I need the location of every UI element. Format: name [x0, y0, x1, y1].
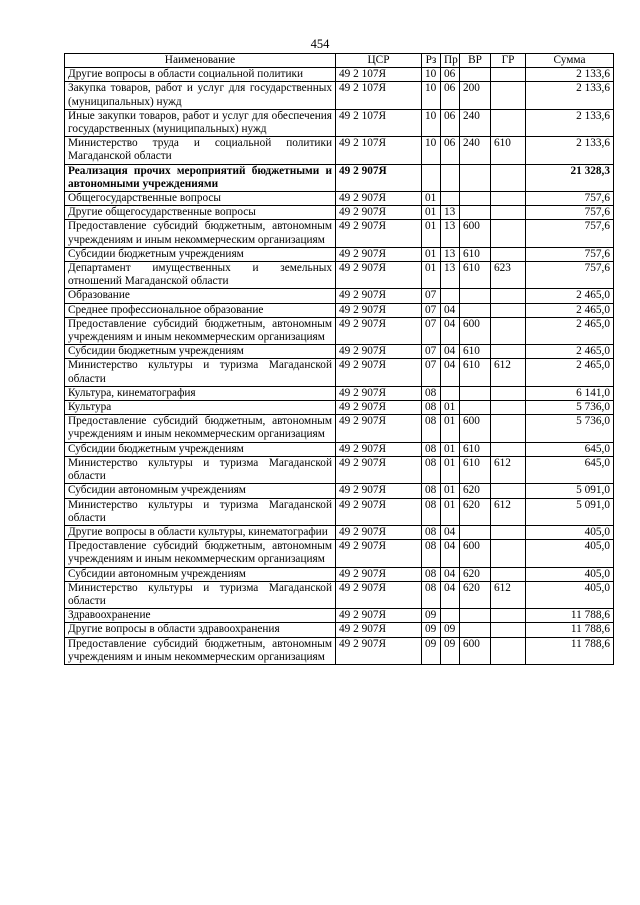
cell-rz: 07 [422, 289, 441, 303]
table-row [65, 247, 614, 261]
cell-rz: 01 [422, 192, 441, 206]
cell-name: Предоставление субсидий бюджетным, автономным учреждениям и иным некоммерческим организациям [65, 317, 336, 344]
cell-csr: 49 2 907Я [336, 401, 422, 415]
cell-csr: 49 2 907Я [336, 415, 422, 442]
table-row [65, 525, 614, 539]
cell-csr: 49 2 907Я [336, 623, 422, 637]
cell-rz: 07 [422, 317, 441, 344]
cell-pr: 09 [441, 637, 460, 664]
cell-csr: 49 2 907Я [336, 386, 422, 400]
cell-sum: 11 788,6 [526, 609, 614, 623]
cell-pr: 06 [441, 109, 460, 136]
cell-pr [441, 609, 460, 623]
cell-pr: 04 [441, 345, 460, 359]
cell-pr [441, 289, 460, 303]
cell-pr: 13 [441, 262, 460, 289]
cell-name: Другие общегосударственные вопросы [65, 206, 336, 220]
cell-pr: 04 [441, 540, 460, 567]
cell-csr: 49 2 907Я [336, 456, 422, 483]
cell-csr: 49 2 907Я [336, 345, 422, 359]
cell-name: Иные закупки товаров, работ и услуг для обеспечения государственных (муниципальных) нужд [65, 109, 336, 136]
cell-sum: 5 091,0 [526, 498, 614, 525]
table-row [65, 289, 614, 303]
cell-vr [460, 289, 491, 303]
cell-gr [491, 386, 526, 400]
cell-gr [491, 289, 526, 303]
cell-name: Культура [65, 401, 336, 415]
table-row [65, 68, 614, 82]
cell-name: Субсидии автономным учреждениям [65, 567, 336, 581]
cell-vr: 240 [460, 137, 491, 164]
cell-rz: 08 [422, 456, 441, 483]
cell-csr: 49 2 907Я [336, 206, 422, 220]
cell-name: Министерство культуры и туризма Магаданской области [65, 498, 336, 525]
cell-name: Реализация прочих мероприятий бюджетными и автономными учреждениями [65, 164, 336, 191]
table-row [65, 609, 614, 623]
cell-rz: 10 [422, 82, 441, 109]
cell-rz: 01 [422, 247, 441, 261]
cell-gr [491, 540, 526, 567]
cell-rz: 08 [422, 581, 441, 608]
table-row [65, 386, 614, 400]
cell-csr: 49 2 907Я [336, 442, 422, 456]
cell-pr: 01 [441, 442, 460, 456]
cell-csr: 49 2 107Я [336, 82, 422, 109]
cell-pr: 06 [441, 82, 460, 109]
cell-gr [491, 247, 526, 261]
cell-gr [491, 82, 526, 109]
cell-sum: 2 133,6 [526, 82, 614, 109]
cell-vr: 610 [460, 345, 491, 359]
cell-rz: 09 [422, 637, 441, 664]
table-row [65, 498, 614, 525]
table-row [65, 262, 614, 289]
cell-rz: 09 [422, 623, 441, 637]
cell-sum: 2 465,0 [526, 317, 614, 344]
header-rz: Рз [422, 54, 441, 68]
cell-csr: 49 2 907Я [336, 637, 422, 664]
cell-vr: 600 [460, 220, 491, 247]
header-gr: ГР [491, 54, 526, 68]
cell-vr [460, 401, 491, 415]
cell-csr: 49 2 907Я [336, 359, 422, 386]
cell-vr: 600 [460, 540, 491, 567]
cell-vr: 610 [460, 359, 491, 386]
cell-name: Общегосударственные вопросы [65, 192, 336, 206]
cell-rz: 08 [422, 567, 441, 581]
cell-gr [491, 525, 526, 539]
cell-name: Министерство культуры и туризма Магаданской области [65, 456, 336, 483]
cell-csr: 49 2 907Я [336, 525, 422, 539]
cell-csr: 49 2 907Я [336, 484, 422, 498]
cell-pr: 01 [441, 456, 460, 483]
cell-csr: 49 2 907Я [336, 609, 422, 623]
table-row [65, 581, 614, 608]
cell-pr: 13 [441, 247, 460, 261]
table-row [65, 415, 614, 442]
cell-csr: 49 2 907Я [336, 247, 422, 261]
table-row [65, 623, 614, 637]
cell-vr: 620 [460, 498, 491, 525]
cell-csr: 49 2 907Я [336, 164, 422, 191]
cell-gr [491, 109, 526, 136]
cell-vr: 610 [460, 262, 491, 289]
cell-vr [460, 525, 491, 539]
cell-pr: 04 [441, 303, 460, 317]
cell-name: Предоставление субсидий бюджетным, автономным учреждениям и иным некоммерческим организациям [65, 637, 336, 664]
cell-gr: 612 [491, 456, 526, 483]
cell-name: Предоставление субсидий бюджетным, автономным учреждениям и иным некоммерческим организациям [65, 220, 336, 247]
cell-csr: 49 2 107Я [336, 137, 422, 164]
cell-csr: 49 2 907Я [336, 303, 422, 317]
cell-name: Субсидии бюджетным учреждениям [65, 247, 336, 261]
cell-csr: 49 2 107Я [336, 68, 422, 82]
cell-sum: 2 465,0 [526, 289, 614, 303]
cell-pr [441, 386, 460, 400]
cell-sum: 757,6 [526, 220, 614, 247]
cell-gr [491, 567, 526, 581]
cell-rz: 07 [422, 359, 441, 386]
cell-rz: 01 [422, 206, 441, 220]
cell-gr [491, 609, 526, 623]
cell-vr [460, 303, 491, 317]
header-name: Наименование [65, 54, 336, 68]
cell-vr [460, 192, 491, 206]
cell-csr: 49 2 907Я [336, 540, 422, 567]
cell-name: Другие вопросы в области культуры, кинематографии [65, 525, 336, 539]
cell-gr [491, 623, 526, 637]
table-header-row [65, 54, 614, 68]
cell-name: Культура, кинематография [65, 386, 336, 400]
cell-csr: 49 2 907Я [336, 567, 422, 581]
table-row [65, 456, 614, 483]
cell-vr [460, 609, 491, 623]
cell-sum: 2 133,6 [526, 137, 614, 164]
cell-gr [491, 206, 526, 220]
table-row [65, 164, 614, 191]
cell-name: Министерство культуры и туризма Магаданской области [65, 581, 336, 608]
cell-pr: 01 [441, 484, 460, 498]
cell-pr: 13 [441, 220, 460, 247]
table-row [65, 220, 614, 247]
cell-pr: 01 [441, 415, 460, 442]
cell-pr: 13 [441, 206, 460, 220]
cell-rz [422, 164, 441, 191]
cell-name: Среднее профессиональное образование [65, 303, 336, 317]
cell-gr: 623 [491, 262, 526, 289]
cell-csr: 49 2 907Я [336, 581, 422, 608]
table-row [65, 206, 614, 220]
cell-gr [491, 220, 526, 247]
cell-sum: 11 788,6 [526, 623, 614, 637]
cell-name: Субсидии бюджетным учреждениям [65, 345, 336, 359]
cell-sum: 2 465,0 [526, 359, 614, 386]
cell-csr: 49 2 907Я [336, 498, 422, 525]
cell-sum: 5 736,0 [526, 401, 614, 415]
cell-name: Субсидии автономным учреждениям [65, 484, 336, 498]
cell-vr [460, 386, 491, 400]
cell-sum: 5 091,0 [526, 484, 614, 498]
cell-vr [460, 206, 491, 220]
cell-name: Предоставление субсидий бюджетным, автономным учреждениям и иным некоммерческим организациям [65, 540, 336, 567]
cell-sum: 2 133,6 [526, 109, 614, 136]
cell-vr: 620 [460, 567, 491, 581]
cell-sum: 6 141,0 [526, 386, 614, 400]
cell-vr: 610 [460, 442, 491, 456]
table-row [65, 401, 614, 415]
cell-gr [491, 401, 526, 415]
cell-rz: 10 [422, 68, 441, 82]
cell-rz: 01 [422, 220, 441, 247]
cell-csr: 49 2 107Я [336, 109, 422, 136]
cell-vr: 200 [460, 82, 491, 109]
table-row [65, 303, 614, 317]
cell-rz: 10 [422, 109, 441, 136]
cell-name: Другие вопросы в области здравоохранения [65, 623, 336, 637]
cell-vr [460, 623, 491, 637]
cell-sum: 645,0 [526, 456, 614, 483]
cell-sum: 757,6 [526, 206, 614, 220]
cell-sum: 757,6 [526, 262, 614, 289]
header-vr: ВР [460, 54, 491, 68]
cell-pr: 04 [441, 581, 460, 608]
table-row [65, 345, 614, 359]
cell-sum: 645,0 [526, 442, 614, 456]
cell-gr [491, 345, 526, 359]
cell-pr: 06 [441, 137, 460, 164]
cell-name: Субсидии бюджетным учреждениям [65, 442, 336, 456]
cell-gr: 612 [491, 581, 526, 608]
cell-rz: 01 [422, 262, 441, 289]
cell-sum: 2 133,6 [526, 68, 614, 82]
cell-sum: 405,0 [526, 567, 614, 581]
cell-rz: 08 [422, 401, 441, 415]
cell-gr: 610 [491, 137, 526, 164]
cell-pr [441, 164, 460, 191]
cell-pr: 04 [441, 359, 460, 386]
cell-rz: 09 [422, 609, 441, 623]
cell-pr [441, 192, 460, 206]
cell-vr: 610 [460, 247, 491, 261]
table-row [65, 192, 614, 206]
cell-sum: 11 788,6 [526, 637, 614, 664]
cell-gr [491, 317, 526, 344]
cell-rz: 08 [422, 498, 441, 525]
cell-pr: 04 [441, 567, 460, 581]
cell-gr [491, 415, 526, 442]
cell-csr: 49 2 907Я [336, 192, 422, 206]
table-row [65, 109, 614, 136]
cell-pr: 09 [441, 623, 460, 637]
cell-sum: 405,0 [526, 525, 614, 539]
cell-gr: 612 [491, 498, 526, 525]
cell-rz: 07 [422, 303, 441, 317]
cell-name: Министерство культуры и туризма Магаданской области [65, 359, 336, 386]
cell-pr: 06 [441, 68, 460, 82]
cell-csr: 49 2 907Я [336, 262, 422, 289]
table-row [65, 540, 614, 567]
cell-name: Министерство труда и социальной политики Магаданской области [65, 137, 336, 164]
cell-vr: 600 [460, 415, 491, 442]
table-row [65, 82, 614, 109]
page-number: 454 [310, 37, 330, 51]
cell-vr: 620 [460, 581, 491, 608]
cell-name: Другие вопросы в области социальной политики [65, 68, 336, 82]
cell-vr: 600 [460, 637, 491, 664]
cell-gr [491, 68, 526, 82]
cell-sum: 405,0 [526, 581, 614, 608]
cell-gr [491, 484, 526, 498]
cell-rz: 08 [422, 415, 441, 442]
cell-rz: 08 [422, 442, 441, 456]
cell-gr [491, 192, 526, 206]
cell-sum: 2 465,0 [526, 345, 614, 359]
cell-vr: 610 [460, 456, 491, 483]
table-row [65, 637, 614, 664]
cell-pr: 04 [441, 317, 460, 344]
cell-csr: 49 2 907Я [336, 220, 422, 247]
table-row [65, 137, 614, 164]
cell-rz: 08 [422, 484, 441, 498]
cell-rz: 08 [422, 386, 441, 400]
cell-csr: 49 2 907Я [336, 289, 422, 303]
cell-gr: 612 [491, 359, 526, 386]
cell-vr: 620 [460, 484, 491, 498]
cell-pr: 01 [441, 498, 460, 525]
cell-name: Закупка товаров, работ и услуг для государственных (муниципальных) нужд [65, 82, 336, 109]
header-sum: Сумма [526, 54, 614, 68]
cell-pr: 04 [441, 525, 460, 539]
cell-rz: 10 [422, 137, 441, 164]
header-csr: ЦСР [336, 54, 422, 68]
cell-gr [491, 164, 526, 191]
table-row [65, 317, 614, 344]
cell-sum: 2 465,0 [526, 303, 614, 317]
cell-rz: 08 [422, 540, 441, 567]
cell-csr: 49 2 907Я [336, 317, 422, 344]
cell-sum: 21 328,3 [526, 164, 614, 191]
table-row [65, 567, 614, 581]
cell-vr: 600 [460, 317, 491, 344]
header-pr: Пр [441, 54, 460, 68]
cell-vr: 240 [460, 109, 491, 136]
cell-vr [460, 164, 491, 191]
cell-pr: 01 [441, 401, 460, 415]
cell-rz: 08 [422, 525, 441, 539]
cell-vr [460, 68, 491, 82]
table-body [65, 68, 614, 665]
cell-rz: 07 [422, 345, 441, 359]
cell-sum: 405,0 [526, 540, 614, 567]
budget-table [64, 53, 614, 665]
cell-name: Образование [65, 289, 336, 303]
table-row [65, 442, 614, 456]
cell-gr [491, 442, 526, 456]
cell-gr [491, 303, 526, 317]
cell-sum: 757,6 [526, 192, 614, 206]
cell-gr [491, 637, 526, 664]
cell-name: Здравоохранение [65, 609, 336, 623]
cell-name: Департамент имущественных и земельных отношений Магаданской области [65, 262, 336, 289]
table-row [65, 359, 614, 386]
cell-name: Предоставление субсидий бюджетным, автономным учреждениям и иным некоммерческим организациям [65, 415, 336, 442]
cell-sum: 5 736,0 [526, 415, 614, 442]
table-row [65, 484, 614, 498]
cell-sum: 757,6 [526, 247, 614, 261]
